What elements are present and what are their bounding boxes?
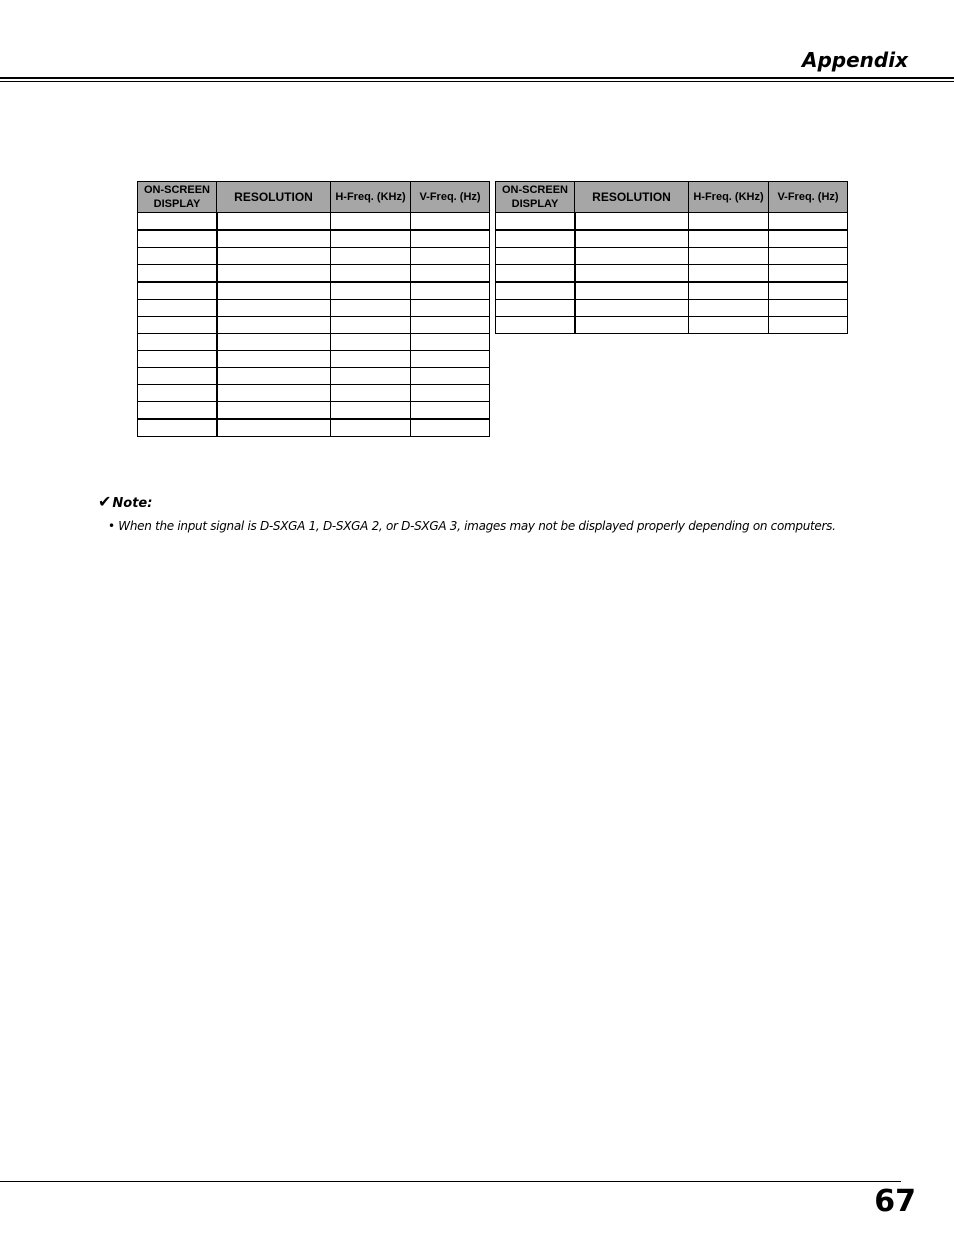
table-cell <box>689 265 769 283</box>
header-on-screen-display: ON-SCREEN DISPLAY <box>496 182 575 213</box>
header-h-freq: H-Freq. (KHz) <box>689 182 769 213</box>
note-heading <box>98 492 152 514</box>
table-cell <box>331 248 411 265</box>
table-cell <box>217 385 331 402</box>
table-cell <box>411 334 490 351</box>
header-resolution: RESOLUTION <box>575 182 689 213</box>
table-row <box>138 351 490 368</box>
table-cell <box>496 265 575 283</box>
table-cell <box>331 317 411 334</box>
table-cell <box>496 300 575 317</box>
table-cell <box>411 213 490 231</box>
table-cell <box>575 248 689 265</box>
table-cell <box>689 248 769 265</box>
table-cell <box>575 213 689 231</box>
table-row <box>138 282 490 300</box>
table-cell <box>331 300 411 317</box>
table-cell <box>331 351 411 368</box>
table-row <box>496 230 848 248</box>
signal-table-left <box>137 181 490 437</box>
table-row <box>138 248 490 265</box>
table-cell <box>411 351 490 368</box>
table-cell <box>496 282 575 300</box>
table-cell <box>496 230 575 248</box>
table-cell <box>769 282 848 300</box>
table-cell <box>217 368 331 385</box>
table-cell <box>217 282 331 300</box>
table-row <box>138 300 490 317</box>
table-cell <box>217 213 331 231</box>
note-heading-label: Note: <box>112 496 153 511</box>
table-cell <box>769 317 848 334</box>
table-cell <box>217 230 331 248</box>
table-cell <box>217 419 331 437</box>
table-cell <box>411 248 490 265</box>
table-body-right <box>496 213 848 334</box>
table-cell <box>411 300 490 317</box>
table-row <box>138 368 490 385</box>
table-row <box>496 213 848 231</box>
table-cell <box>138 368 217 385</box>
table-cell <box>138 213 217 231</box>
header-h-freq: H-Freq. (KHz) <box>331 182 411 213</box>
table-row <box>496 248 848 265</box>
table-row <box>496 265 848 283</box>
table-row <box>496 300 848 317</box>
header-resolution: RESOLUTION <box>217 182 331 213</box>
table-cell <box>138 385 217 402</box>
table-cell <box>769 230 848 248</box>
table-row <box>138 385 490 402</box>
table-cell <box>331 334 411 351</box>
table-cell <box>575 230 689 248</box>
table-cell <box>217 265 331 283</box>
table-row <box>138 402 490 420</box>
table-cell <box>331 265 411 283</box>
table-cell <box>411 282 490 300</box>
table-row <box>138 265 490 283</box>
table-row <box>138 230 490 248</box>
header-v-freq: V-Freq. (Hz) <box>411 182 490 213</box>
table-cell <box>575 300 689 317</box>
table-cell <box>217 334 331 351</box>
table-cell <box>411 402 490 420</box>
table-cell <box>217 300 331 317</box>
table-row <box>138 213 490 231</box>
header-rule-thin <box>0 81 954 82</box>
table-row <box>138 419 490 437</box>
table-cell <box>138 419 217 437</box>
table-cell <box>138 402 217 420</box>
table-body-left <box>138 213 490 437</box>
table-cell <box>689 282 769 300</box>
footer-rule <box>0 1181 901 1182</box>
table-cell <box>496 317 575 334</box>
table-cell <box>769 265 848 283</box>
table-cell <box>689 317 769 334</box>
table-cell <box>331 230 411 248</box>
table-cell <box>138 317 217 334</box>
table-header-row <box>496 182 848 213</box>
checkmark-icon: ✔ <box>98 492 112 511</box>
table-cell <box>411 230 490 248</box>
table-cell <box>331 402 411 420</box>
table-cell <box>769 213 848 231</box>
table-cell <box>411 265 490 283</box>
table-header-row <box>138 182 490 213</box>
table-cell <box>331 282 411 300</box>
table-cell <box>575 317 689 334</box>
table-cell <box>138 265 217 283</box>
table-cell <box>411 385 490 402</box>
table-cell <box>689 230 769 248</box>
table-cell <box>138 334 217 351</box>
table-row <box>138 317 490 334</box>
table-cell <box>411 317 490 334</box>
table-cell <box>331 213 411 231</box>
table-cell <box>138 282 217 300</box>
page-number: 67 <box>874 1184 916 1219</box>
table-cell <box>689 213 769 231</box>
table-cell <box>217 402 331 420</box>
table-cell <box>331 385 411 402</box>
table-cell <box>138 248 217 265</box>
table-cell <box>496 248 575 265</box>
table-row <box>496 282 848 300</box>
table-cell <box>138 230 217 248</box>
table-cell <box>769 248 848 265</box>
table-cell <box>496 213 575 231</box>
signal-table-right <box>495 181 848 334</box>
table-cell <box>411 368 490 385</box>
table-cell <box>575 265 689 283</box>
table-cell <box>689 300 769 317</box>
note-text: • When the input signal is D-SXGA 1, D-SXGA 2, or D-SXGA 3, images may not be displayed properly depending on computers. <box>108 519 836 533</box>
table-cell <box>575 282 689 300</box>
table-cell <box>411 419 490 437</box>
table-cell <box>138 300 217 317</box>
table-row <box>496 317 848 334</box>
table-cell <box>217 317 331 334</box>
table-cell <box>331 368 411 385</box>
table-cell <box>138 351 217 368</box>
header-rule-thick <box>0 77 954 79</box>
table-cell <box>769 300 848 317</box>
table-cell <box>331 419 411 437</box>
table-row <box>138 334 490 351</box>
header-on-screen-display: ON-SCREEN DISPLAY <box>138 182 217 213</box>
section-title: Appendix <box>802 48 908 72</box>
table-cell <box>217 248 331 265</box>
table-cell <box>217 351 331 368</box>
header-v-freq: V-Freq. (Hz) <box>769 182 848 213</box>
